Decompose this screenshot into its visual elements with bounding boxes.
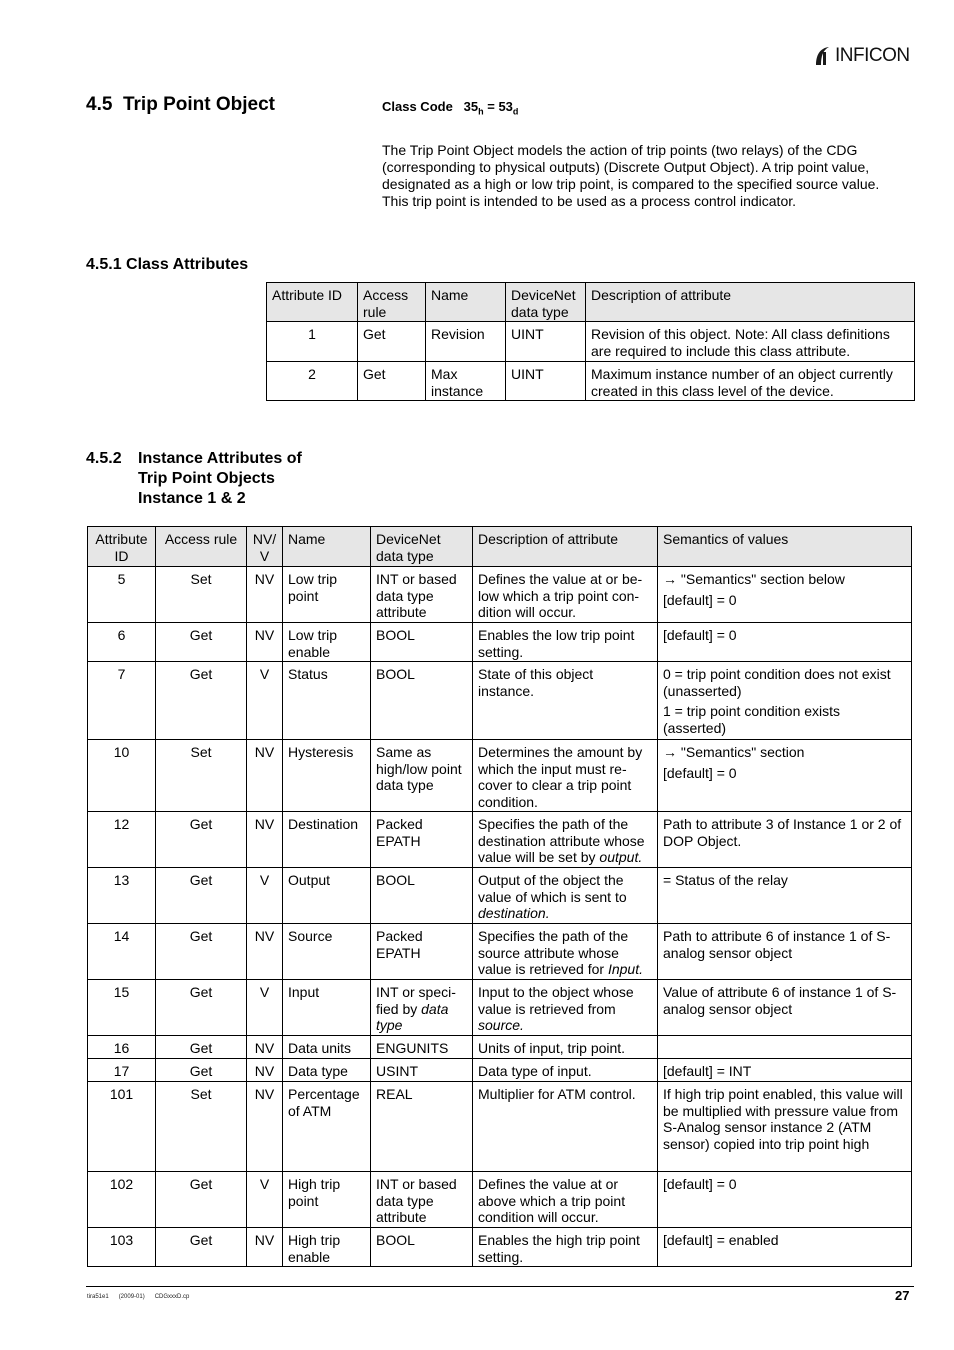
description — [473, 623, 658, 662]
nv-flag: NV — [247, 812, 283, 868]
data-type-text: INT or based data type attribute — [376, 571, 457, 620]
semantics-line: → "Semantics" section — [663, 744, 805, 760]
attribute-name: High trip enable — [283, 1228, 371, 1267]
attribute-id: 103 — [88, 1228, 156, 1267]
access-rule: Get — [156, 1036, 247, 1059]
column-header: DeviceNet data type — [506, 283, 586, 322]
table-row — [88, 1172, 912, 1228]
description-text: Defines the value at or above which a trip point condition will occur. — [478, 1176, 626, 1225]
data-type — [371, 812, 473, 868]
attribute-id: 17 — [88, 1059, 156, 1082]
attribute-name: Destination — [283, 812, 371, 868]
data-type-text: REAL — [376, 1086, 413, 1102]
data-type: UINT — [506, 362, 586, 401]
semantics — [658, 1172, 912, 1228]
table-row — [88, 740, 912, 812]
data-type — [371, 1082, 473, 1172]
column-header: Attribute ID — [88, 527, 156, 567]
description-text: Specifies the path of the destination attribute whose value will be set by — [478, 816, 645, 865]
semantics — [658, 623, 912, 662]
nv-flag: V — [247, 868, 283, 924]
description — [473, 740, 658, 812]
data-type — [371, 662, 473, 740]
semantics — [658, 567, 912, 623]
class-code-hex-sub: h — [478, 106, 484, 117]
column-header: Semantics of values — [658, 527, 912, 567]
attribute-name: Low trip point — [283, 567, 371, 623]
attribute-id: 10 — [88, 740, 156, 812]
description — [473, 1059, 658, 1082]
nv-flag: NV — [247, 1228, 283, 1267]
attribute-id: 2 — [267, 362, 358, 401]
attribute-name: Source — [283, 924, 371, 980]
semantics-line: [default] = 0 — [663, 1176, 737, 1192]
heading-line-2: Trip Point Objects — [138, 470, 275, 487]
data-type-text: BOOL — [376, 1232, 415, 1248]
nv-flag: V — [247, 980, 283, 1036]
access-rule: Get — [156, 662, 247, 740]
class-attributes-heading: 4.5.1 Class Attributes — [86, 256, 249, 273]
brand-name: INFICON — [835, 45, 910, 66]
attribute-id: 5 — [88, 567, 156, 623]
semantics — [658, 980, 912, 1036]
attribute-id: 16 — [88, 1036, 156, 1059]
description — [473, 868, 658, 924]
data-type-text: ENGUNITS — [376, 1040, 449, 1056]
table-row — [88, 1036, 912, 1059]
semantics — [658, 740, 912, 812]
description — [473, 1082, 658, 1172]
nv-flag: NV — [247, 1036, 283, 1059]
column-header: NV/ V — [247, 527, 283, 567]
attribute-name: Percentage of ATM — [283, 1082, 371, 1172]
semantics-line: Path to attribute 6 of instance 1 of S-analog sensor object — [663, 928, 891, 961]
heading-line-1: Instance Attributes of — [138, 450, 302, 467]
data-type-text: Same as high/low point data type — [376, 744, 462, 793]
description-text: Input to the object whose value is retrieved from — [478, 984, 634, 1017]
data-type — [371, 980, 473, 1036]
data-type — [371, 1059, 473, 1082]
access-rule: Get — [358, 362, 426, 401]
access-rule: Get — [156, 980, 247, 1036]
data-type-text: INT or speci-fied by — [376, 984, 456, 1017]
column-header: Access rule — [156, 527, 247, 567]
class-code-dec-sub: d — [512, 106, 519, 117]
attribute-id: 102 — [88, 1172, 156, 1228]
attribute-id: 15 — [88, 980, 156, 1036]
nv-flag: NV — [247, 924, 283, 980]
semantics-line: = Status of the relay — [663, 872, 788, 888]
attribute-name: Output — [283, 868, 371, 924]
attribute-id: 14 — [88, 924, 156, 980]
data-type-emphasis: data type — [376, 1000, 449, 1033]
attribute-id: 7 — [88, 662, 156, 740]
semantics — [658, 1036, 912, 1059]
access-rule: Get — [358, 322, 426, 362]
description — [473, 1036, 658, 1059]
attribute-name: High trip point — [283, 1172, 371, 1228]
page-number: 27 — [895, 1288, 910, 1303]
description — [473, 567, 658, 623]
access-rule: Get — [156, 623, 247, 662]
column-header: Attribute ID — [267, 283, 358, 322]
data-type — [371, 1036, 473, 1059]
class-attributes-table — [266, 282, 915, 401]
description — [473, 980, 658, 1036]
attribute-name: Hysteresis — [283, 740, 371, 812]
attribute-id: 6 — [88, 623, 156, 662]
data-type: UINT — [506, 322, 586, 362]
intro-paragraph: The Trip Point Object models the action of trip points (two relays) of the CDG (corresponding to physical outputs) (Discrete Output Object). A trip point value, designated as a high or low trip point, is compared to the specified source value. This trip point is intended to be used as a process control indicator. — [382, 142, 880, 209]
class-code — [382, 99, 518, 117]
data-type-text: INT or based data type attribute — [376, 1176, 457, 1225]
section-title-text: Trip Point Object — [122, 94, 275, 115]
semantics-line: Path to attribute 3 of Instance 1 or 2 of DOP Object. — [663, 816, 902, 849]
description-text: Units of input, trip point. — [478, 1040, 626, 1056]
semantics — [658, 662, 912, 740]
column-header: Access rule — [358, 283, 426, 322]
table-row — [267, 322, 915, 362]
table-row — [88, 623, 912, 662]
semantics — [658, 812, 912, 868]
class-code-hex: 35 — [463, 99, 479, 114]
data-type-text: Packed EPATH — [376, 816, 423, 849]
table-row — [88, 567, 912, 623]
brand-logo — [812, 44, 910, 68]
description-text: Specifies the path of the source attribute whose value is retrieved for — [478, 928, 629, 977]
description — [473, 1228, 658, 1267]
description-emphasis: Input. — [607, 961, 643, 977]
table-header-row — [88, 527, 912, 567]
data-type — [371, 924, 473, 980]
description — [473, 662, 658, 740]
description-emphasis: destination. — [478, 905, 550, 921]
table-row — [88, 1082, 912, 1172]
data-type-text: BOOL — [376, 666, 415, 682]
semantics — [658, 924, 912, 980]
semantics — [658, 868, 912, 924]
column-header: DeviceNet data type — [371, 527, 473, 567]
attribute-name: Max instance — [426, 362, 506, 401]
class-code-eq: = 53 — [487, 99, 513, 114]
data-type-text: BOOL — [376, 872, 415, 888]
access-rule: Set — [156, 1082, 247, 1172]
access-rule: Get — [156, 868, 247, 924]
inficon-logo-icon — [812, 45, 832, 67]
table-row — [88, 812, 912, 868]
attribute-id: 13 — [88, 868, 156, 924]
data-type — [371, 740, 473, 812]
data-type — [371, 567, 473, 623]
column-header: Description of attribute — [473, 527, 658, 567]
table-row — [88, 662, 912, 740]
semantics-line: 1 = trip point condition exists (asserted) — [663, 703, 841, 736]
access-rule: Set — [156, 567, 247, 623]
semantics-line: If high trip point enabled, this value will be multiplied with pressure value from S-Analog sensor instance 2 (ATM sensor) copied into trip point high — [663, 1086, 903, 1152]
nv-flag: NV — [247, 623, 283, 662]
semantics-line: [default] = 0 — [663, 591, 737, 608]
column-header: Description of attribute — [586, 283, 915, 322]
data-type — [371, 1172, 473, 1228]
description: Maximum instance number of an object currently created in this class level of the device. — [586, 362, 915, 401]
nv-flag: NV — [247, 740, 283, 812]
data-type-text: BOOL — [376, 627, 415, 643]
class-code-label: Class Code — [382, 99, 453, 114]
table-row — [88, 868, 912, 924]
column-header: Name — [283, 527, 371, 567]
semantics — [658, 1082, 912, 1172]
data-type-text: USINT — [376, 1063, 418, 1079]
attribute-id: 12 — [88, 812, 156, 868]
attribute-name: Revision — [426, 322, 506, 362]
instance-attributes-table — [87, 526, 912, 1267]
footer-doc-info — [87, 1294, 199, 1300]
description-text: Enables the low trip point setting. — [478, 627, 635, 660]
footer-doc-id: tira51e1 — [87, 1294, 109, 1300]
table-row — [88, 1228, 912, 1267]
access-rule: Get — [156, 924, 247, 980]
semantics-line: [default] = 0 — [663, 627, 737, 643]
attribute-name: Low trip enable — [283, 623, 371, 662]
description — [473, 924, 658, 980]
attribute-name: Status — [283, 662, 371, 740]
table-row — [88, 924, 912, 980]
access-rule: Get — [156, 1059, 247, 1082]
attribute-name: Data units — [283, 1036, 371, 1059]
table-row — [88, 1059, 912, 1082]
section-title — [86, 94, 275, 116]
footer-date: (2009-01) — [118, 1294, 145, 1300]
data-type — [371, 623, 473, 662]
semantics-line: [default] = enabled — [663, 1232, 779, 1248]
description-text: Data type of input. — [478, 1063, 592, 1079]
semantics-line: → "Semantics" section below — [663, 571, 845, 587]
instance-attributes-heading — [86, 449, 302, 509]
semantics-line: Value of attribute 6 of instance 1 of S-analog sensor object — [663, 984, 897, 1017]
semantics — [658, 1059, 912, 1082]
table-row — [88, 980, 912, 1036]
section-number: 4.5 — [86, 94, 113, 115]
description-text: Output of the object the value of which is sent to — [478, 872, 627, 905]
data-type — [371, 1228, 473, 1267]
attribute-id: 101 — [88, 1082, 156, 1172]
semantics — [658, 1228, 912, 1267]
semantics-line: [default] = 0 — [663, 764, 737, 781]
access-rule: Get — [156, 812, 247, 868]
description-emphasis: source. — [478, 1017, 524, 1033]
data-type — [371, 868, 473, 924]
data-type-text: Packed EPATH — [376, 928, 423, 961]
access-rule: Set — [156, 740, 247, 812]
heading-line-3: Instance 1 & 2 — [138, 490, 246, 507]
description-emphasis: output. — [599, 849, 643, 865]
access-rule: Get — [156, 1228, 247, 1267]
description-text: Defines the value at or be-low which a trip point con-dition will occur. — [478, 571, 643, 620]
nv-flag: NV — [247, 1059, 283, 1082]
description-text: Enables the high trip point setting. — [478, 1232, 640, 1265]
description — [473, 812, 658, 868]
heading-number: 4.5.2 — [86, 450, 122, 467]
attribute-name: Input — [283, 980, 371, 1036]
column-header: Name — [426, 283, 506, 322]
footer-divider — [86, 1286, 914, 1287]
attribute-id: 1 — [267, 322, 358, 362]
description: Revision of this object. Note: All class definitions are required to include this class attribute. — [586, 322, 915, 362]
description-text: State of this object instance. — [478, 666, 594, 699]
nv-flag: NV — [247, 1082, 283, 1172]
description-text: Determines the amount by which the input must re-cover to clear a trip point condition. — [478, 744, 643, 810]
semantics-line: 0 = trip point condition does not exist (unasserted) — [663, 666, 891, 699]
footer-file: CDGxxxD.cp — [154, 1294, 190, 1300]
access-rule: Get — [156, 1172, 247, 1228]
table-header-row — [267, 283, 915, 322]
attribute-name: Data type — [283, 1059, 371, 1082]
description-text: Multiplier for ATM control. — [478, 1086, 636, 1102]
description — [473, 1172, 658, 1228]
nv-flag: NV — [247, 567, 283, 623]
semantics-line: [default] = INT — [663, 1063, 752, 1079]
nv-flag: V — [247, 1172, 283, 1228]
table-row — [267, 362, 915, 401]
nv-flag: V — [247, 662, 283, 740]
